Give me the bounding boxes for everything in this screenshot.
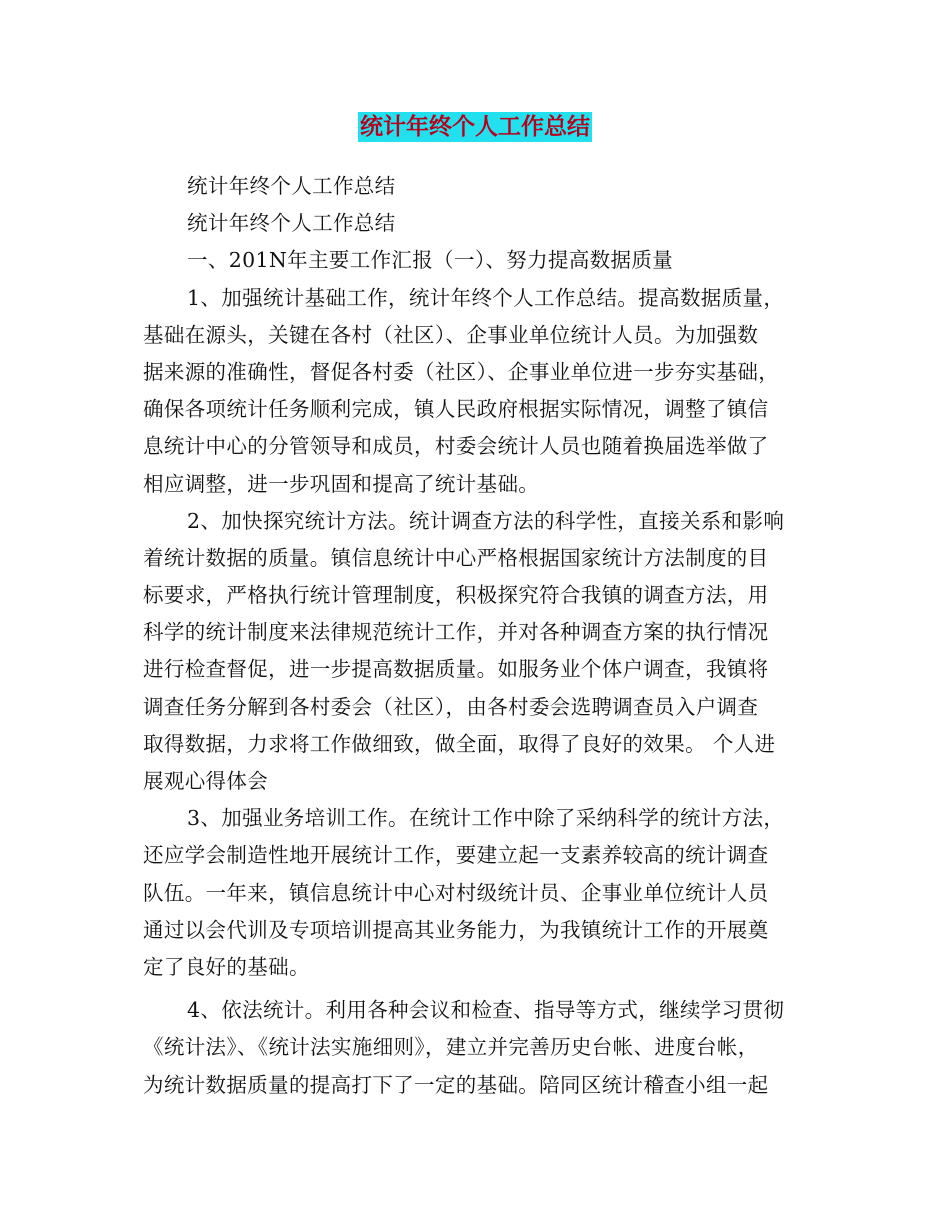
text-line: 统计年终个人工作总结 — [187, 211, 396, 236]
document-body — [143, 168, 807, 1104]
text-line: 1、加强统计基础工作，统计年终个人工作总结。提高数据质量， — [187, 285, 785, 310]
text-line: 通过以会代训及专项培训提高其业务能力，为我镇统计工作的开展奠 — [143, 917, 769, 942]
text-line: 队伍。一年来，镇信息统计中心对村级统计员、企事业单位统计人员 — [143, 880, 769, 905]
text-line: 调查任务分解到各村委会（社区），由各村委会选聘调查员入户调查 — [143, 694, 759, 719]
text-line: 展观心得体会 — [143, 769, 269, 793]
text-line: 还应学会制造性地开展统计工作，要建立起一支素养较高的统计调查 — [143, 843, 769, 868]
text-line: 确保各项统计任务顺利完成，镇人民政府根据实际情况，调整了镇信 — [143, 397, 769, 422]
text-line: 取得数据，力求将工作做细致，做全面，取得了良好的效果。 个人进 — [143, 731, 776, 756]
text-line: 3、加强业务培训工作。在统计工作中除了采纳科学的统计方法， — [187, 806, 785, 831]
text-line: 相应调整，进一步巩固和提高了统计基础。 — [143, 471, 540, 496]
text-line: 定了良好的基础。 — [143, 954, 310, 979]
text-line: 2、加快探究统计方法。统计调查方法的科学性，直接关系和影响 — [187, 508, 785, 533]
text-line: 为统计数据质量的提高打下了一定的基础。陪同区统计稽查小组一起 — [143, 1072, 769, 1097]
text-line: 标要求，严格执行统计管理制度，积极探究符合我镇的调查方法，用 — [143, 583, 769, 608]
text-line: 4、依法统计。利用各种会议和检查、指导等方式，继续学习贯彻 — [187, 998, 785, 1023]
text-line: 科学的统计制度来法律规范统计工作，并对各种调查方案的执行情况 — [143, 620, 769, 645]
title-container — [0, 112, 950, 142]
text-line: 进行检查督促，进一步提高数据质量。如服务业个体户调查，我镇将 — [143, 657, 769, 682]
text-line: 基础在源头，关键在各村（社区）、企事业单位统计人员。为加强数 — [143, 322, 759, 347]
text-line: 着统计数据的质量。镇信息统计中心严格根据国家统计方法制度的目 — [143, 545, 769, 570]
text-line: 统计年终个人工作总结 — [187, 174, 396, 198]
text-line: 息统计中心的分管领导和成员，村委会统计人员也随着换届选举做了 — [143, 434, 769, 459]
text-line: 一、201N年主要工作汇报（一）、努力提高数据质量 — [187, 248, 674, 273]
text-line: 《统计法》、《统计法实施细则》，建立并完善历史台帐、进度台帐， — [143, 1035, 759, 1060]
document-title: 统计年终个人工作总结 — [360, 114, 590, 140]
text-line: 据来源的准确性，督促各村委（社区）、企事业单位进一步夯实基础， — [143, 359, 780, 384]
